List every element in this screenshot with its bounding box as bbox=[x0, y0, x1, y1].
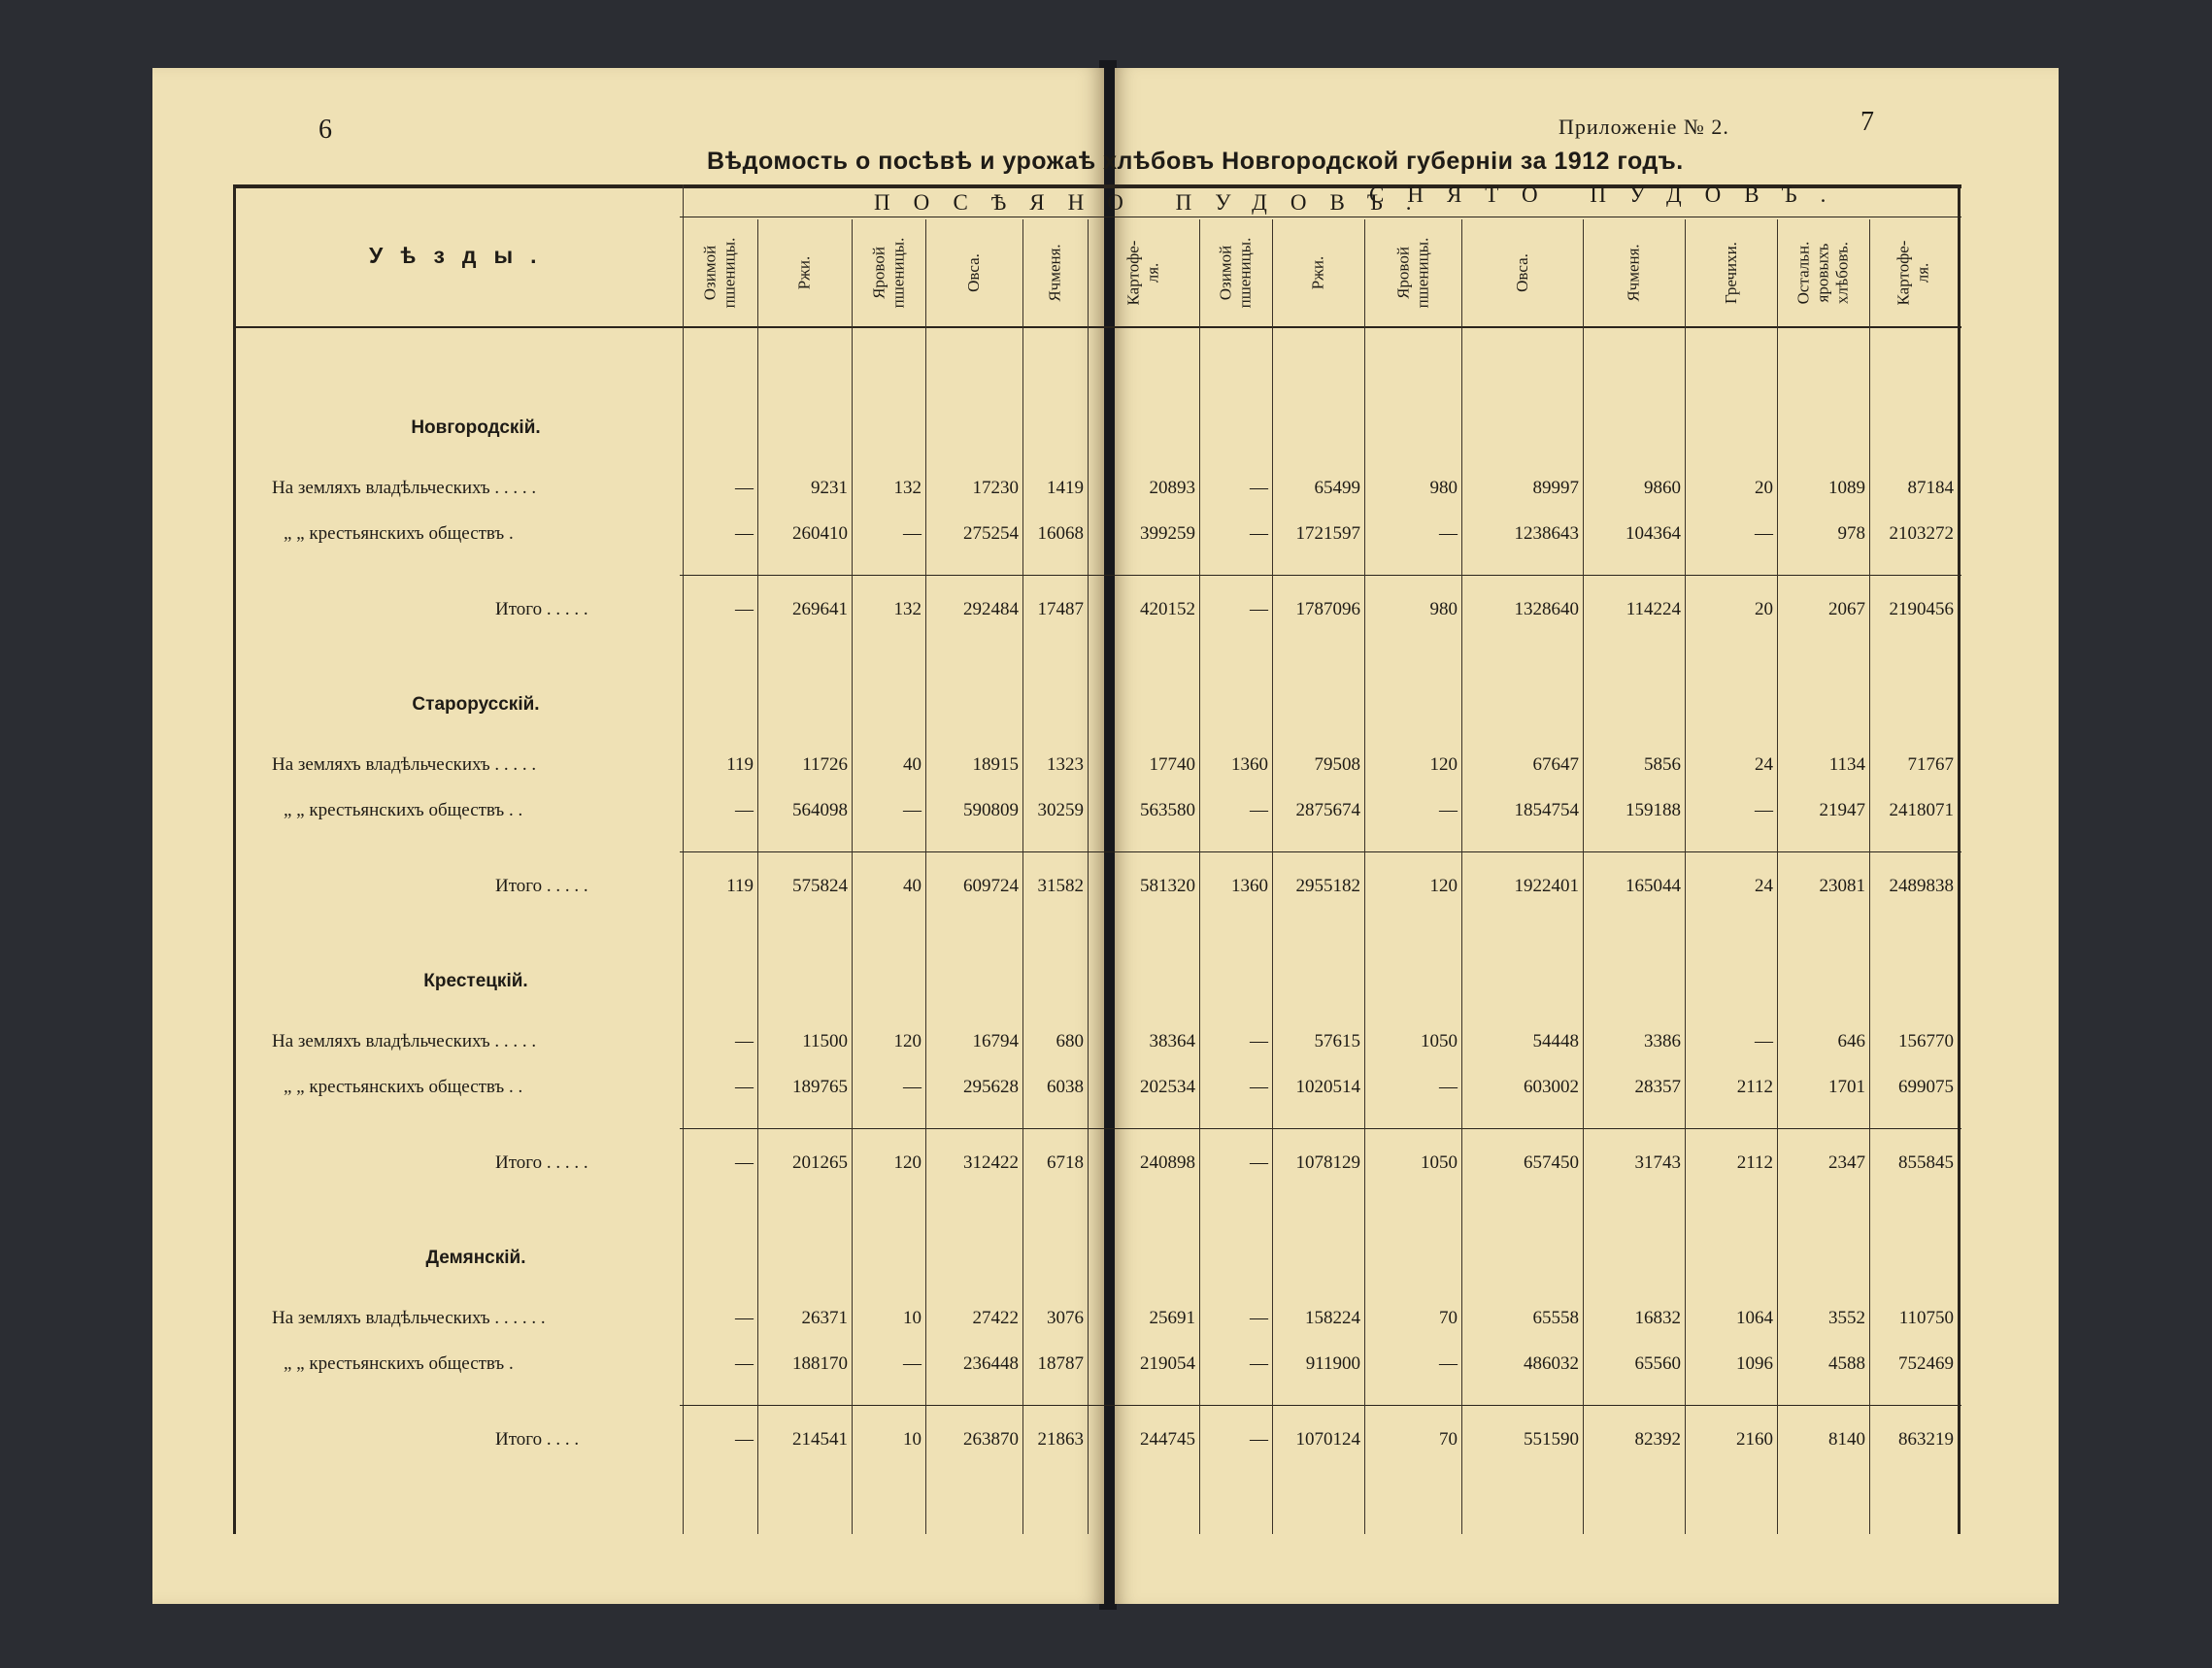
row-label: На земляхъ владѣльческихъ . . . . . . bbox=[272, 1308, 546, 1328]
total-row-sown-cell: 10 bbox=[903, 1429, 922, 1450]
column-line bbox=[1461, 219, 1462, 1534]
data-row-sown-cell: 26371 bbox=[801, 1308, 848, 1328]
sown-col-header-4-label: Ячменя. bbox=[1045, 244, 1064, 302]
total-row-harvest-cell: 2347 bbox=[1828, 1152, 1865, 1173]
column-line bbox=[1685, 219, 1686, 1534]
data-row-sown-cell: 564098 bbox=[792, 800, 848, 820]
sown-col-header-5-label: Картофе- ля. bbox=[1123, 240, 1162, 306]
data-row-sown-cell: 3076 bbox=[1047, 1308, 1084, 1328]
total-row-harvest-cell: 120 bbox=[1429, 876, 1458, 896]
data-row-sown-cell: 38364 bbox=[1149, 1031, 1195, 1051]
total-label: Итого . . . . bbox=[495, 1429, 580, 1450]
column-line bbox=[1364, 219, 1365, 1534]
data-row-harvest-cell: 5856 bbox=[1644, 754, 1681, 775]
column-line bbox=[1869, 219, 1870, 1534]
harvest-col-header-3 bbox=[1461, 219, 1583, 326]
sown-col-header-1 bbox=[757, 219, 852, 326]
data-row-harvest-cell: 486032 bbox=[1524, 1353, 1579, 1374]
data-row-harvest-cell: 2103272 bbox=[1889, 523, 1954, 544]
total-row-harvest-cell: 20 bbox=[1755, 599, 1773, 619]
data-row-harvest-cell: 1701 bbox=[1828, 1077, 1865, 1097]
data-row-harvest-cell: — bbox=[1439, 523, 1458, 544]
total-row-sown-cell: 420152 bbox=[1140, 599, 1195, 619]
data-row-harvest-cell: 120 bbox=[1429, 754, 1458, 775]
data-row-sown-cell: — bbox=[735, 1353, 754, 1374]
sown-col-header-5 bbox=[1088, 219, 1199, 326]
row-label: „ „ крестьянскихъ обществъ . bbox=[284, 523, 514, 544]
total-row-harvest-cell: 2067 bbox=[1828, 599, 1865, 619]
data-row-sown-cell: 260410 bbox=[792, 523, 848, 544]
left-page-number: 6 bbox=[318, 115, 332, 145]
data-row-harvest-cell: 4588 bbox=[1828, 1353, 1865, 1374]
total-row-sown-cell: 609724 bbox=[963, 876, 1019, 896]
data-row-sown-cell: 1323 bbox=[1047, 754, 1084, 775]
sown-col-header-0 bbox=[683, 219, 757, 326]
data-row-harvest-cell: 89997 bbox=[1532, 478, 1579, 498]
data-row-harvest-cell: 16832 bbox=[1634, 1308, 1681, 1328]
data-row-harvest-cell: 1854754 bbox=[1514, 800, 1579, 820]
data-row-harvest-cell: 646 bbox=[1837, 1031, 1865, 1051]
data-row-harvest-cell: 1020514 bbox=[1295, 1077, 1360, 1097]
data-row-harvest-cell: 70 bbox=[1439, 1308, 1458, 1328]
data-row-sown-cell: 6038 bbox=[1047, 1077, 1084, 1097]
data-row-harvest-cell: 20 bbox=[1755, 478, 1773, 498]
data-row-harvest-cell: 79508 bbox=[1314, 754, 1360, 775]
data-row-harvest-cell: 24 bbox=[1755, 754, 1773, 775]
data-row-sown-cell: — bbox=[903, 1077, 922, 1097]
data-row-sown-cell: 295628 bbox=[963, 1077, 1019, 1097]
harvest-col-header-2 bbox=[1364, 219, 1461, 326]
data-row-sown-cell: 202534 bbox=[1140, 1077, 1195, 1097]
total-row-sown-cell: 40 bbox=[903, 876, 922, 896]
total-row-harvest-cell: 2489838 bbox=[1889, 876, 1954, 896]
total-row-harvest-cell: 551590 bbox=[1524, 1429, 1579, 1450]
data-row-sown-cell: 18915 bbox=[972, 754, 1019, 775]
data-row-harvest-cell: — bbox=[1250, 1353, 1268, 1374]
data-row-sown-cell: 275254 bbox=[963, 523, 1019, 544]
data-row-sown-cell: — bbox=[735, 523, 754, 544]
sown-col-header-0-label: Озимой пшеницы. bbox=[700, 237, 739, 309]
data-row-harvest-cell: 1096 bbox=[1736, 1353, 1773, 1374]
total-row-harvest-cell: 1787096 bbox=[1295, 599, 1360, 619]
data-row-harvest-cell: — bbox=[1250, 478, 1268, 498]
data-row-sown-cell: 16068 bbox=[1037, 523, 1084, 544]
total-row-sown-cell: 201265 bbox=[792, 1152, 848, 1173]
data-row-harvest-cell: — bbox=[1250, 1308, 1268, 1328]
data-row-sown-cell: 25691 bbox=[1149, 1308, 1195, 1328]
data-row-sown-cell: 399259 bbox=[1140, 523, 1195, 544]
posejano-group-header: ПОСѢЯНО ПУДОВЪ. bbox=[874, 190, 1435, 215]
data-row-harvest-cell: 1721597 bbox=[1295, 523, 1360, 544]
total-row-sown-cell: 119 bbox=[726, 876, 754, 896]
data-row-harvest-cell: 21947 bbox=[1819, 800, 1865, 820]
district-name: Старорусскій. bbox=[412, 694, 540, 715]
data-row-harvest-cell: — bbox=[1250, 800, 1268, 820]
data-row-harvest-cell: — bbox=[1439, 1353, 1458, 1374]
total-row-harvest-cell: 82392 bbox=[1634, 1429, 1681, 1450]
data-row-sown-cell: 590809 bbox=[963, 800, 1019, 820]
total-row-sown-cell: 269641 bbox=[792, 599, 848, 619]
column-line bbox=[1272, 219, 1273, 1534]
data-row-harvest-cell: — bbox=[1755, 523, 1773, 544]
data-row-harvest-cell: 104364 bbox=[1625, 523, 1681, 544]
harvest-col-header-5 bbox=[1685, 219, 1777, 326]
total-row-sown-cell: 17487 bbox=[1037, 599, 1084, 619]
data-row-harvest-cell: — bbox=[1755, 800, 1773, 820]
total-row-sown-cell: 581320 bbox=[1140, 876, 1195, 896]
data-row-harvest-cell: — bbox=[1439, 800, 1458, 820]
data-row-harvest-cell: 3386 bbox=[1644, 1031, 1681, 1051]
data-row-harvest-cell: 71767 bbox=[1907, 754, 1954, 775]
row-label: На земляхъ владѣльческихъ . . . . . bbox=[272, 754, 537, 775]
total-row-sown-cell: 132 bbox=[893, 599, 922, 619]
snyato-group-header: СНЯТО ПУДОВЪ. bbox=[1369, 183, 1850, 207]
data-row-sown-cell: 189765 bbox=[792, 1077, 848, 1097]
data-row-harvest-cell: 1134 bbox=[1828, 754, 1865, 775]
column-line bbox=[1199, 219, 1200, 1534]
data-row-harvest-cell: 1050 bbox=[1421, 1031, 1458, 1051]
data-row-harvest-cell: 603002 bbox=[1524, 1077, 1579, 1097]
column-line bbox=[1022, 219, 1023, 1534]
data-row-harvest-cell: 57615 bbox=[1314, 1031, 1360, 1051]
uezdy-header: Уѣзды. bbox=[369, 243, 554, 268]
sown-col-header-4 bbox=[1022, 219, 1088, 326]
data-row-sown-cell: 132 bbox=[893, 478, 922, 498]
harvest-col-header-4 bbox=[1583, 219, 1685, 326]
data-row-sown-cell: 119 bbox=[726, 754, 754, 775]
data-row-sown-cell: 30259 bbox=[1037, 800, 1084, 820]
total-row-harvest-cell: 31743 bbox=[1634, 1152, 1681, 1173]
data-row-harvest-cell: 28357 bbox=[1634, 1077, 1681, 1097]
total-row-sown-cell: 244745 bbox=[1140, 1429, 1195, 1450]
harvest-col-header-3-label: Овса. bbox=[1512, 253, 1531, 292]
data-row-sown-cell: 1419 bbox=[1047, 478, 1084, 498]
column-line bbox=[683, 184, 684, 1534]
row-label: „ „ крестьянскихъ обществъ . . bbox=[284, 1077, 523, 1097]
harvest-col-header-0-label: Озимой пшеницы. bbox=[1216, 237, 1255, 309]
data-row-harvest-cell: 1238643 bbox=[1514, 523, 1579, 544]
data-row-harvest-cell: 1089 bbox=[1828, 478, 1865, 498]
total-rule-3 bbox=[680, 1128, 1961, 1129]
data-row-sown-cell: 188170 bbox=[792, 1353, 848, 1374]
data-row-sown-cell: — bbox=[735, 1308, 754, 1328]
data-row-sown-cell: 40 bbox=[903, 754, 922, 775]
data-row-sown-cell: 236448 bbox=[963, 1353, 1019, 1374]
data-row-sown-cell: — bbox=[903, 1353, 922, 1374]
district-name: Крестецкій. bbox=[423, 971, 528, 991]
data-row-harvest-cell: 65499 bbox=[1314, 478, 1360, 498]
row-label: На земляхъ владѣльческихъ . . . . . bbox=[272, 1031, 537, 1051]
data-row-harvest-cell: — bbox=[1250, 1077, 1268, 1097]
data-row-harvest-cell: 980 bbox=[1429, 478, 1458, 498]
total-row-sown-cell: 214541 bbox=[792, 1429, 848, 1450]
total-row-harvest-cell: 2190456 bbox=[1889, 599, 1954, 619]
total-row-harvest-cell: 2955182 bbox=[1295, 876, 1360, 896]
total-row-sown-cell: 312422 bbox=[963, 1152, 1019, 1173]
data-row-harvest-cell: 65558 bbox=[1532, 1308, 1579, 1328]
total-row-harvest-cell: 980 bbox=[1429, 599, 1458, 619]
total-row-harvest-cell: 1070124 bbox=[1295, 1429, 1360, 1450]
total-row-sown-cell: 31582 bbox=[1037, 876, 1084, 896]
total-row-harvest-cell: 8140 bbox=[1828, 1429, 1865, 1450]
total-row-harvest-cell: — bbox=[1250, 599, 1268, 619]
data-row-harvest-cell: 158224 bbox=[1305, 1308, 1360, 1328]
total-rule-4 bbox=[680, 1405, 1961, 1406]
data-row-sown-cell: 9231 bbox=[811, 478, 848, 498]
data-row-harvest-cell: 156770 bbox=[1898, 1031, 1954, 1051]
total-row-harvest-cell: 855845 bbox=[1898, 1152, 1954, 1173]
total-row-harvest-cell: 70 bbox=[1439, 1429, 1458, 1450]
total-row-harvest-cell: 23081 bbox=[1819, 876, 1865, 896]
data-row-sown-cell: — bbox=[735, 478, 754, 498]
harvest-col-header-0 bbox=[1199, 219, 1272, 326]
sown-col-header-2-label: Яровой пшеницы. bbox=[868, 237, 907, 309]
sown-col-header-3-label: Овса. bbox=[963, 253, 983, 292]
data-row-harvest-cell: 2418071 bbox=[1889, 800, 1954, 820]
total-row-sown-cell: 6718 bbox=[1047, 1152, 1084, 1173]
total-row-harvest-cell: 114224 bbox=[1625, 599, 1681, 619]
harvest-col-header-2-label: Яровой пшеницы. bbox=[1392, 237, 1431, 309]
column-line bbox=[757, 219, 758, 1534]
data-row-sown-cell: — bbox=[903, 523, 922, 544]
data-row-harvest-cell: — bbox=[1755, 1031, 1773, 1051]
harvest-col-header-7 bbox=[1869, 219, 1958, 326]
total-rule-1 bbox=[680, 575, 1961, 576]
data-row-sown-cell: 27422 bbox=[972, 1308, 1019, 1328]
data-row-harvest-cell: 159188 bbox=[1625, 800, 1681, 820]
column-line bbox=[852, 219, 853, 1534]
table-title: Вѣдомость о посѣвѣ и урожаѣ хлѣбовъ Новгородской губерніи за 1912 годъ. bbox=[707, 148, 1684, 175]
data-row-harvest-cell: — bbox=[1250, 1031, 1268, 1051]
total-row-sown-cell: — bbox=[735, 1429, 754, 1450]
data-row-harvest-cell: — bbox=[1439, 1077, 1458, 1097]
data-row-harvest-cell: 67647 bbox=[1532, 754, 1579, 775]
total-row-harvest-cell: 2112 bbox=[1736, 1152, 1773, 1173]
data-row-sown-cell: 11500 bbox=[802, 1031, 848, 1051]
right-page-number: 7 bbox=[1860, 107, 1874, 137]
data-row-harvest-cell: 65560 bbox=[1634, 1353, 1681, 1374]
total-row-sown-cell: — bbox=[735, 599, 754, 619]
data-row-sown-cell: 563580 bbox=[1140, 800, 1195, 820]
total-row-harvest-cell: 1922401 bbox=[1514, 876, 1579, 896]
data-row-sown-cell: 17230 bbox=[972, 478, 1019, 498]
row-label: „ „ крестьянскихъ обществъ . . bbox=[284, 800, 523, 820]
sown-col-header-1-label: Ржи. bbox=[794, 255, 814, 290]
district-name: Демянскій. bbox=[425, 1248, 526, 1268]
data-row-sown-cell: — bbox=[735, 1031, 754, 1051]
data-row-harvest-cell: 9860 bbox=[1644, 478, 1681, 498]
data-row-harvest-cell: 978 bbox=[1837, 523, 1865, 544]
total-row-harvest-cell: 24 bbox=[1755, 876, 1773, 896]
total-row-sown-cell: 21863 bbox=[1037, 1429, 1084, 1450]
total-row-harvest-cell: 1360 bbox=[1231, 876, 1268, 896]
data-row-harvest-cell: 54448 bbox=[1532, 1031, 1579, 1051]
total-row-harvest-cell: 1328640 bbox=[1514, 599, 1579, 619]
total-label: Итого . . . . . bbox=[495, 599, 588, 619]
data-row-sown-cell: 17740 bbox=[1149, 754, 1195, 775]
total-row-harvest-cell: 165044 bbox=[1625, 876, 1681, 896]
harvest-col-header-1-label: Ржи. bbox=[1308, 255, 1327, 290]
data-row-harvest-cell: 911900 bbox=[1305, 1353, 1360, 1374]
row-label: На земляхъ владѣльческихъ . . . . . bbox=[272, 478, 537, 498]
harvest-col-header-6 bbox=[1777, 219, 1869, 326]
total-row-harvest-cell: 657450 bbox=[1524, 1152, 1579, 1173]
data-row-harvest-cell: 3552 bbox=[1828, 1308, 1865, 1328]
header-bottom-rule bbox=[233, 326, 1961, 328]
data-row-sown-cell: 16794 bbox=[972, 1031, 1019, 1051]
data-row-harvest-cell: 1064 bbox=[1736, 1308, 1773, 1328]
right-frame-line bbox=[1958, 184, 1961, 1534]
total-row-harvest-cell: — bbox=[1250, 1152, 1268, 1173]
column-line bbox=[925, 219, 926, 1534]
total-row-sown-cell: 240898 bbox=[1140, 1152, 1195, 1173]
harvest-col-header-1 bbox=[1272, 219, 1364, 326]
total-row-sown-cell: 575824 bbox=[792, 876, 848, 896]
total-row-harvest-cell: 2160 bbox=[1736, 1429, 1773, 1450]
row-label: „ „ крестьянскихъ обществъ . bbox=[284, 1353, 514, 1374]
appendix-label: Приложеніе № 2. bbox=[1558, 115, 1729, 139]
data-row-sown-cell: 11726 bbox=[802, 754, 848, 775]
left-frame-line bbox=[233, 184, 236, 1534]
data-row-sown-cell: 20893 bbox=[1149, 478, 1195, 498]
total-row-harvest-cell: 1078129 bbox=[1295, 1152, 1360, 1173]
total-row-sown-cell: 292484 bbox=[963, 599, 1019, 619]
data-row-sown-cell: — bbox=[735, 1077, 754, 1097]
column-line bbox=[1777, 219, 1778, 1534]
harvest-col-header-6-label: Остальн. яровыхъ хлѣбовъ. bbox=[1793, 241, 1852, 305]
data-row-sown-cell: — bbox=[903, 800, 922, 820]
total-row-sown-cell: 263870 bbox=[963, 1429, 1019, 1450]
total-row-harvest-cell: 1050 bbox=[1421, 1152, 1458, 1173]
data-row-harvest-cell: 752469 bbox=[1898, 1353, 1954, 1374]
data-row-sown-cell: 680 bbox=[1056, 1031, 1084, 1051]
column-line bbox=[1088, 219, 1089, 1534]
total-row-harvest-cell: — bbox=[1250, 1429, 1268, 1450]
data-row-harvest-cell: 1360 bbox=[1231, 754, 1268, 775]
data-row-harvest-cell: — bbox=[1250, 523, 1268, 544]
data-row-sown-cell: 18787 bbox=[1037, 1353, 1084, 1374]
total-rule-2 bbox=[680, 851, 1961, 852]
district-name: Новгородскій. bbox=[411, 417, 541, 438]
sown-col-header-2 bbox=[852, 219, 925, 326]
column-line bbox=[1583, 219, 1584, 1534]
harvest-col-header-4-label: Ячменя. bbox=[1624, 244, 1643, 302]
data-row-harvest-cell: 87184 bbox=[1907, 478, 1954, 498]
total-label: Итого . . . . . bbox=[495, 876, 588, 896]
harvest-col-header-7-label: Картофе- ля. bbox=[1894, 240, 1932, 306]
data-row-sown-cell: 219054 bbox=[1140, 1353, 1195, 1374]
data-row-harvest-cell: 2112 bbox=[1736, 1077, 1773, 1097]
harvest-col-header-5-label: Гречихи. bbox=[1721, 242, 1740, 304]
data-row-sown-cell: — bbox=[735, 800, 754, 820]
total-row-sown-cell: — bbox=[735, 1152, 754, 1173]
sown-col-header-3 bbox=[925, 219, 1022, 326]
data-row-harvest-cell: 110750 bbox=[1898, 1308, 1954, 1328]
data-row-sown-cell: 10 bbox=[903, 1308, 922, 1328]
data-row-harvest-cell: 699075 bbox=[1898, 1077, 1954, 1097]
data-row-harvest-cell: 2875674 bbox=[1295, 800, 1360, 820]
total-row-harvest-cell: 863219 bbox=[1898, 1429, 1954, 1450]
total-row-sown-cell: 120 bbox=[893, 1152, 922, 1173]
total-label: Итого . . . . . bbox=[495, 1152, 588, 1173]
data-row-sown-cell: 120 bbox=[893, 1031, 922, 1051]
